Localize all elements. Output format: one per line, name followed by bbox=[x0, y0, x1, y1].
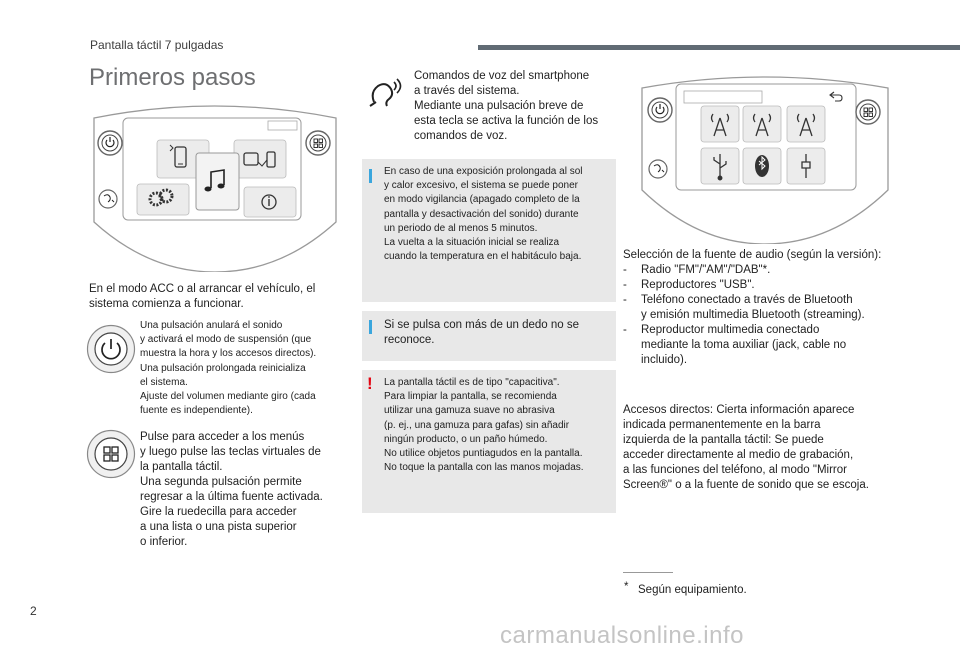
header-bar bbox=[478, 45, 960, 50]
list-item: - Radio "FM"/"AM"/"DAB"*. bbox=[623, 264, 771, 276]
info-box-heat: En caso de una exposición prolongada al sol y calor excesivo, el sistema se puede poner en modo vigilancia (apagado completo de la pantalla y desactivación del sonido) durante un periodo de al menos 5 minutos. La vuelta a la situación inicial se realiza cuando la temperatura en el habitáculo baja. bbox=[362, 159, 616, 302]
info-box-multitouch: Si se pulsa con más de un dedo no se reconoce. bbox=[362, 311, 616, 361]
voice-description: Comandos de voz del smartphone a través del sistema. Mediante una pulsación breve de esta tecla se activa la función de los comandos de voz. bbox=[414, 70, 599, 142]
shortcuts-text: Accesos directos: Cierta información aparece indicada permanentemente en la barra izquierda de la pantalla táctil: Se puede acceder directamente al medio de grabación, a las funciones del teléfono, al modo "Mirror Screen®" o a la fuente de sonido que se escoja. bbox=[623, 404, 869, 491]
list-item: - Teléfono conectado a través de Bluetooth y emisión multimedia Bluetooth (streaming). bbox=[623, 294, 865, 321]
power-knob-icon bbox=[648, 98, 672, 122]
audio-source-intro: Selección de la fuente de audio (según la versión): bbox=[623, 249, 882, 261]
list-item: - Reproductor multimedia conectado mediante la toma auxiliar (jack, cable no incluido). bbox=[623, 324, 847, 366]
menu-description: Pulse para acceder a los menús y luego pulse las teclas virtuales de la pantalla táctil. Una segunda pulsación permite regresar a la última fuente activada. Gire la ruedecilla para acceder a una lista o una pista superior o inferior. bbox=[140, 431, 323, 548]
menu-grid-icon bbox=[86, 429, 136, 479]
page-number: 2 bbox=[30, 604, 37, 618]
page-title: Primeros pasos bbox=[89, 64, 256, 91]
head-unit-home-illustration bbox=[86, 100, 344, 272]
warning-box-screen-care: ! La pantalla táctil es de tipo "capacitiva". Para limpiar la pantalla, se recomienda utilizar una gamuza suave no abrasiva (p. ej., una gamuza para gafas) sin añadir ningún producto, o un paño húmedo. No utilice objetos puntiagudos en la pantalla. No toque la pantalla con las manos mojadas. bbox=[362, 370, 616, 513]
voice-button-icon bbox=[649, 160, 667, 178]
footnote-mark: * bbox=[624, 581, 629, 593]
info-marker-icon bbox=[369, 169, 372, 183]
section-label: Pantalla táctil 7 pulgadas bbox=[90, 38, 224, 52]
head-unit-sources-illustration bbox=[636, 72, 894, 244]
list-item: - Reproductores "USB". bbox=[623, 279, 755, 291]
menu-knob-icon bbox=[856, 100, 880, 124]
intro-text: En el modo ACC o al arrancar el vehículo, el sistema comienza a funcionar. bbox=[89, 283, 316, 310]
power-knob-icon bbox=[98, 131, 122, 155]
info-marker-icon bbox=[369, 320, 372, 334]
voice-command-icon bbox=[364, 72, 408, 112]
warning-marker-icon: ! bbox=[367, 374, 373, 393]
bluetooth-icon bbox=[755, 155, 769, 177]
power-description: Una pulsación anulará el sonido y activará el modo de suspensión (que muestra la hora y los accesos directos). Una pulsación prolongada reinicializa el sistema. Ajuste del volumen mediante giro (cada fuente es independiente). bbox=[140, 320, 317, 417]
menu-knob-icon bbox=[306, 131, 330, 155]
footnote-rule bbox=[623, 572, 673, 573]
power-icon bbox=[86, 324, 136, 374]
watermark: carmanualsonline.info bbox=[500, 622, 744, 649]
footnote: * Según equipamiento. bbox=[624, 581, 747, 596]
voice-button-icon bbox=[99, 190, 117, 208]
audio-source-section bbox=[623, 248, 893, 368]
